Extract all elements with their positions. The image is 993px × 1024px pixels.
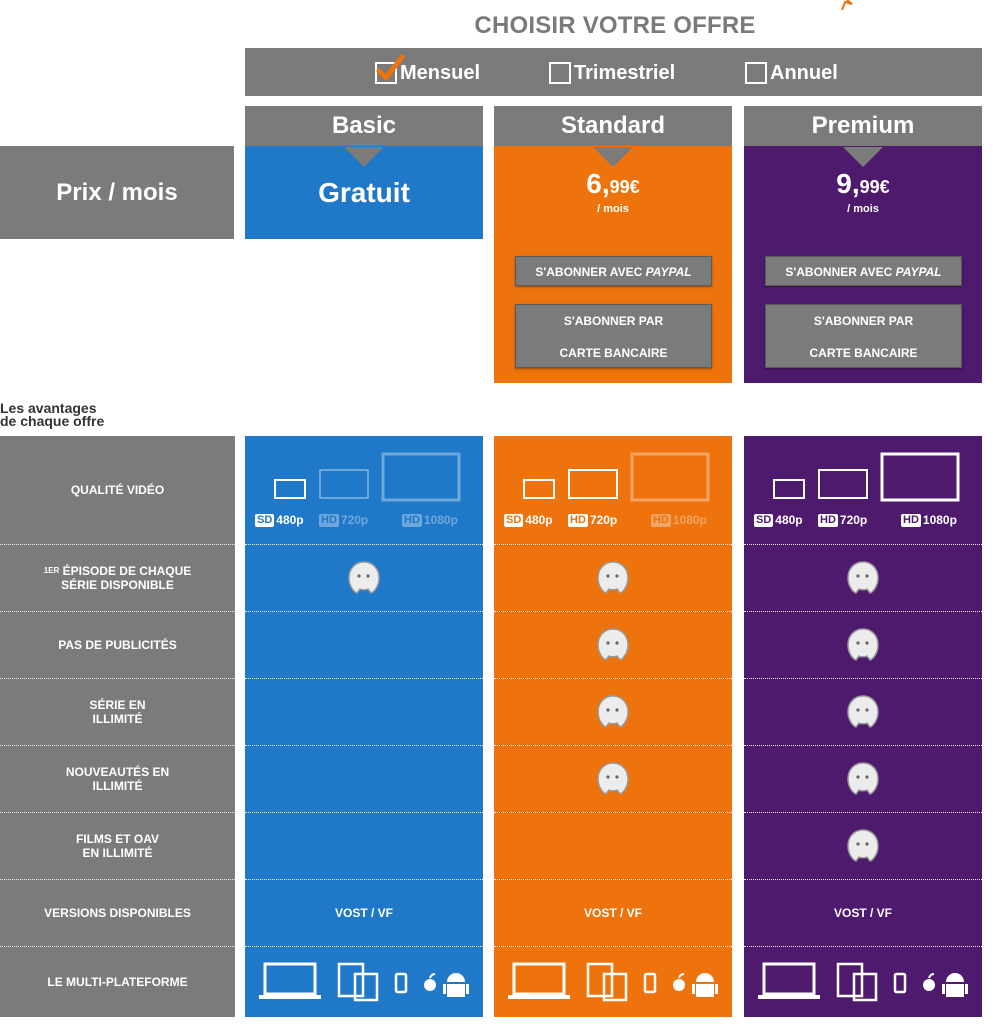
cell-versions: VOST / VF	[833, 905, 892, 920]
row-divider	[0, 812, 235, 813]
quality-1080: HD 1080p	[404, 513, 458, 527]
star-icon	[830, 0, 854, 10]
option-mensuel[interactable]	[375, 59, 480, 87]
cell-versions: VOST / VF	[583, 905, 642, 920]
feature-text: ILLIMITÉ	[92, 711, 143, 726]
btn-label: S'ABONNER AVEC	[535, 265, 646, 279]
mascot-icon	[594, 760, 632, 798]
row-divider	[245, 879, 483, 880]
feature-column-basic	[245, 436, 483, 1017]
android-icon	[942, 973, 968, 997]
cell-no-ads	[494, 611, 732, 678]
mascot-icon	[594, 693, 632, 731]
tab-standard[interactable]	[494, 106, 732, 148]
price-standard	[494, 168, 732, 200]
advantages-title	[0, 402, 104, 428]
row-divider	[0, 544, 235, 545]
apple-icon	[424, 974, 436, 991]
row-divider	[744, 544, 982, 545]
cell-first-episode	[245, 544, 483, 611]
row-divider	[744, 946, 982, 947]
row-divider	[744, 745, 982, 746]
laptop-icon	[508, 964, 570, 999]
tablet-icon	[838, 964, 876, 1000]
row-divider	[494, 544, 732, 545]
checkbox-trimestriel[interactable]	[549, 62, 571, 84]
quality-1080: HD 1080p	[653, 513, 707, 527]
quality-720: HD 720p	[321, 513, 369, 527]
devices-icon	[259, 960, 469, 1004]
row-divider	[245, 611, 483, 612]
row-divider	[494, 812, 732, 813]
subscribe-paypal-button[interactable]	[765, 256, 962, 286]
mascot-icon	[844, 827, 882, 865]
btn-label: S'ABONNER AVEC	[785, 265, 896, 279]
cell-unlimited-films	[245, 812, 483, 879]
first-ep-sup: 1ER	[43, 565, 60, 575]
screen-large-icon	[383, 454, 459, 500]
mascot-icon	[844, 559, 882, 597]
advantages-title-line: Les avantages	[0, 400, 97, 416]
subscribe-paypal-button[interactable]	[515, 256, 712, 286]
feature-unlimited-news	[0, 745, 235, 812]
tab-arrow	[344, 147, 384, 167]
row-divider	[494, 879, 732, 880]
screen-size-icons	[245, 436, 483, 516]
cell-unlimited-films	[744, 812, 982, 879]
row-divider	[245, 544, 483, 545]
screen-small-icon	[275, 480, 305, 498]
tab-arrow	[843, 147, 883, 167]
option-label: Annuel	[770, 61, 838, 84]
feature-unlimited-series	[0, 678, 235, 745]
option-annuel[interactable]	[745, 59, 838, 87]
price-main: 6,	[586, 168, 610, 199]
feature-text: ILLIMITÉ	[92, 778, 143, 793]
plan-name: Basic	[331, 112, 397, 139]
video-quality-cell	[494, 436, 732, 544]
price-panel-premium	[744, 146, 982, 383]
screen-size-icons	[744, 436, 982, 516]
price-cents: 99€	[859, 177, 890, 197]
paypal-brand: PAYPAL	[895, 265, 942, 279]
cell-unlimited-news	[744, 745, 982, 812]
option-trimestriel[interactable]	[549, 59, 675, 87]
cell-multiplatform	[494, 946, 732, 1017]
phone-icon	[396, 974, 406, 992]
phone-icon	[645, 974, 655, 992]
price-row-label: Prix / mois	[0, 146, 234, 239]
btn-label: S'ABONNER PAR	[563, 314, 664, 328]
screen-small-icon	[524, 480, 554, 498]
btn-label: S'ABONNER PAR	[813, 314, 914, 328]
per-month: / mois	[597, 203, 629, 215]
option-label: Trimestriel	[574, 61, 676, 84]
mascot-icon	[844, 626, 882, 664]
android-icon	[692, 973, 718, 997]
feature-column-standard	[494, 436, 732, 1017]
mascot-icon	[594, 559, 632, 597]
quality-480: SD 480p	[756, 513, 803, 527]
feature-column-premium	[744, 436, 982, 1017]
feature-multiplatform: LE MULTI-PLATEFORME	[47, 974, 188, 989]
row-divider	[744, 879, 982, 880]
quality-480: SD 480p	[257, 513, 304, 527]
quality-720: HD 720p	[820, 513, 868, 527]
btn-label: CARTE BANCAIRE	[559, 346, 668, 360]
row-divider	[494, 678, 732, 679]
checkbox-annuel[interactable]	[745, 62, 767, 84]
cell-multiplatform	[744, 946, 982, 1017]
subscribe-card-button[interactable]	[765, 304, 962, 368]
cell-unlimited-news	[494, 745, 732, 812]
cell-first-episode	[744, 544, 982, 611]
check-icon	[375, 54, 405, 84]
cell-no-ads	[744, 611, 982, 678]
screen-large-icon	[882, 454, 958, 500]
devices-icon	[758, 960, 968, 1004]
screen-large-icon	[632, 454, 708, 500]
row-divider	[0, 678, 235, 679]
feature-label-column	[0, 436, 235, 1017]
tablet-icon	[339, 964, 377, 1000]
advantages-title-line: de chaque offre	[0, 413, 105, 429]
cell-unlimited-series	[245, 678, 483, 745]
tablet-icon	[588, 964, 626, 1000]
feature-text: EN ILLIMITÉ	[82, 845, 153, 860]
row-divider	[0, 611, 235, 612]
apple-icon	[923, 974, 935, 991]
apple-icon	[673, 974, 685, 991]
page-title: CHOISIR VOTRE OFFRE	[474, 12, 756, 39]
feature-text: SÉRIE EN	[89, 697, 146, 712]
screen-medium-icon	[819, 470, 867, 498]
feature-text: FILMS ET OAV	[75, 831, 160, 846]
row-divider	[0, 745, 235, 746]
row-divider	[245, 745, 483, 746]
mascot-icon	[844, 693, 882, 731]
row-divider	[245, 812, 483, 813]
row-divider	[0, 879, 235, 880]
screen-medium-icon	[320, 470, 368, 498]
laptop-icon	[259, 964, 321, 999]
quality-720: HD 720p	[570, 513, 618, 527]
cell-versions: VOST / VF	[334, 905, 393, 920]
cell-unlimited-films	[494, 812, 732, 879]
row-divider	[744, 611, 982, 612]
laptop-icon	[758, 964, 820, 999]
price-gratuit: Gratuit	[318, 177, 410, 208]
tab-basic[interactable]	[245, 106, 483, 148]
quality-480: SD 480p	[506, 513, 553, 527]
feature-first-episode	[0, 544, 235, 611]
row-divider	[245, 946, 483, 947]
feature-text: NOUVEAUTÉS EN	[65, 764, 170, 779]
row-divider	[494, 611, 732, 612]
phone-icon	[895, 974, 905, 992]
screen-size-icons	[494, 436, 732, 516]
cell-unlimited-news	[245, 745, 483, 812]
cell-unlimited-series	[744, 678, 982, 745]
mascot-icon	[844, 760, 882, 798]
price-panel-standard	[494, 146, 732, 383]
tab-arrow	[593, 147, 633, 167]
row-divider	[744, 678, 982, 679]
feature-no-ads: PAS DE PUBLICITÉS	[58, 637, 177, 652]
tab-premium[interactable]	[744, 106, 982, 148]
cell-multiplatform	[245, 946, 483, 1017]
price-premium	[744, 168, 982, 200]
row-divider	[744, 812, 982, 813]
android-icon	[443, 973, 469, 997]
screen-medium-icon	[569, 470, 617, 498]
cell-no-ads	[245, 611, 483, 678]
feature-versions: VERSIONS DISPONIBLES	[44, 905, 191, 920]
first-ep-text: SÉRIE DISPONIBLE	[61, 577, 174, 592]
video-quality-cell	[744, 436, 982, 544]
first-ep-text: ÉPISODE DE CHAQUE	[59, 563, 192, 578]
feature-video-quality: QUALITÉ VIDÉO	[70, 483, 165, 497]
plan-name: Premium	[811, 112, 915, 139]
cell-first-episode	[494, 544, 732, 611]
row-divider	[0, 946, 235, 947]
row-divider	[494, 946, 732, 947]
paypal-brand: PAYPAL	[645, 265, 692, 279]
row-divider	[245, 678, 483, 679]
price-main: 9,	[836, 168, 860, 199]
price-cents: 99€	[609, 177, 640, 197]
option-label: Mensuel	[400, 61, 481, 84]
cell-unlimited-series	[494, 678, 732, 745]
checkbox-mensuel[interactable]	[375, 62, 397, 84]
billing-period-bar	[245, 48, 982, 96]
video-quality-cell	[245, 436, 483, 544]
devices-icon	[508, 960, 718, 1004]
screen-small-icon	[774, 480, 804, 498]
feature-unlimited-films	[0, 812, 235, 879]
row-divider	[494, 745, 732, 746]
mascot-icon	[345, 559, 383, 597]
plan-name: Standard	[560, 112, 665, 139]
mascot-icon	[594, 626, 632, 664]
quality-1080: HD 1080p	[903, 513, 957, 527]
subscribe-card-button[interactable]	[515, 304, 712, 368]
per-month: / mois	[847, 203, 879, 215]
btn-label: CARTE BANCAIRE	[809, 346, 918, 360]
